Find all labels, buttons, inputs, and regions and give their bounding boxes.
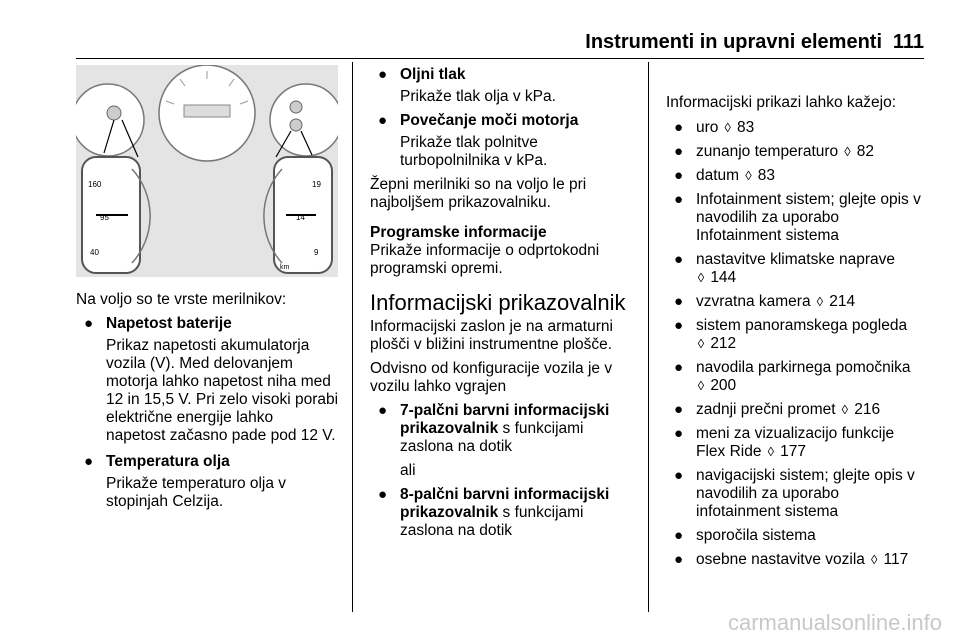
text-line: [696, 209, 938, 227]
page-reference: 83: [737, 119, 755, 136]
page-number: 111: [892, 31, 924, 53]
col3-intro: Informacijski prikazi lahko kažejo:: [666, 94, 897, 111]
page-reference: 177: [780, 443, 806, 460]
text-line: [696, 425, 938, 443]
text-fragment: osebne nastavitve vozila: [696, 551, 865, 568]
list-item: [76, 315, 348, 445]
option-title-line: prikazovalnik: [400, 504, 499, 521]
gauge-label: 19: [312, 180, 321, 189]
xref-icon: ◊: [870, 552, 878, 567]
gauge-label: km: [280, 264, 290, 271]
option-title-line: 8-palčni barvni informacijski: [400, 486, 610, 503]
list-item: [666, 425, 938, 461]
text-line: Prikaže informacije o odprtokodni: [370, 242, 600, 259]
item-title: Temperatura olja: [106, 453, 230, 470]
option-title-line: prikazovalnik: [400, 420, 499, 437]
text-line: Odvisno od konfiguracije vozila je v: [370, 360, 613, 377]
text-line: električne energije lahko: [106, 409, 274, 426]
col2-list: [370, 66, 642, 170]
bullet-dot: ●: [674, 425, 684, 442]
list-item: [666, 251, 938, 287]
gauge-label: 95: [100, 213, 109, 222]
list-item: [666, 293, 938, 311]
text-line: [696, 401, 938, 419]
bullet-dot: ●: [674, 401, 684, 418]
text-line: programski opremi.: [370, 260, 503, 277]
bullet-dot: ●: [674, 359, 684, 376]
page-reference: 214: [829, 293, 856, 310]
option-rest: zaslona na dotik: [400, 522, 513, 539]
text-fragment: Flex Ride: [696, 443, 762, 460]
list-item: [666, 119, 938, 137]
bullet-dot: ●: [674, 293, 684, 310]
bullet-dot: ●: [674, 143, 684, 160]
text-line: najboljšem prikazovalniku.: [370, 194, 551, 211]
text-line: [696, 269, 938, 287]
text-line: [696, 443, 938, 461]
text-line: [696, 119, 938, 137]
text-line: [696, 467, 938, 485]
xref-icon: ◊: [767, 444, 774, 459]
prog-heading: Programske informacije: [370, 224, 547, 241]
text-line: [696, 377, 938, 395]
xref-icon: ◊: [745, 168, 752, 183]
page-reference: 117: [883, 551, 909, 568]
text-fragment: Infotainment sistem; glejte opis v: [696, 191, 921, 208]
text-fragment: navodilih za uporabo: [696, 209, 840, 226]
list-item: [666, 143, 938, 161]
list-item: [370, 402, 642, 456]
item-title: Povečanje moči motorja: [400, 112, 579, 129]
text-fragment: uro: [696, 119, 719, 136]
page-reference: 216: [854, 401, 881, 418]
text-line: [696, 227, 938, 245]
page-reference: 83: [757, 167, 775, 184]
text-fragment: Infotainment sistema: [696, 227, 840, 244]
text-line: stopinjah Celzija.: [106, 493, 224, 510]
header-rule: [76, 58, 924, 59]
text-fragment: navodila parkirnega pomočnika: [696, 359, 911, 376]
col3-list: [666, 119, 938, 569]
col2-paragraph: [370, 176, 642, 212]
page-reference: 212: [710, 335, 737, 352]
col1-list: [76, 315, 348, 511]
text-line: Prikaže tlak polnitve: [400, 134, 538, 151]
page-header: [0, 0, 960, 60]
gauge-label: 14: [296, 213, 305, 222]
text-line: [696, 359, 938, 377]
text-line: napetost začasno pade pod 12 V.: [106, 427, 336, 444]
text-line: vozilu lahko vgrajen: [370, 378, 507, 395]
list-item: [666, 191, 938, 245]
bullet-dot: ●: [378, 112, 388, 129]
text-line: [696, 293, 938, 311]
text-line: Informacijski zaslon je na armaturni: [370, 318, 613, 335]
text-line: [696, 503, 938, 521]
option-title-row: [400, 420, 642, 438]
option-suffix: s funkcijami: [498, 420, 584, 437]
xref-icon: ◊: [844, 144, 851, 159]
page-reference: 144: [710, 269, 737, 286]
text-fragment: sistem panoramskega pogleda: [696, 317, 908, 334]
watermark: carmanualsonline.info: [727, 610, 942, 635]
text-line: [696, 251, 938, 269]
bullet-dot: ●: [378, 402, 388, 419]
list-item: [370, 486, 642, 540]
col2-paragraph: [370, 318, 642, 354]
col1-intro: Na voljo so te vrste merilnikov:: [76, 291, 287, 308]
gauge-label: 9: [314, 248, 319, 257]
text-fragment: navigacijski sistem; glejte opis v: [696, 467, 915, 484]
text-fragment: vzvratna kamera: [696, 293, 811, 310]
text-line: Prikaže temperaturo olja v: [106, 475, 287, 492]
or-word: ali: [400, 462, 416, 479]
header-title: Instrumenti in upravni elementi: [585, 31, 882, 53]
text-line: [696, 485, 938, 503]
text-line: [696, 143, 938, 161]
list-item: [370, 66, 642, 106]
column-divider-1: [352, 62, 353, 612]
option-title-line: 7-palčni barvni informacijski: [400, 402, 610, 419]
xref-icon: ◊: [697, 378, 705, 393]
display-options: [370, 402, 642, 540]
text-line: [696, 191, 938, 209]
list-item: [666, 527, 938, 545]
item-title: Oljni tlak: [400, 66, 466, 83]
text-line: [696, 527, 938, 545]
bullet-dot: ●: [674, 191, 684, 208]
column-divider-2: [648, 62, 649, 612]
text-line: Prikaže tlak olja v kPa.: [400, 88, 556, 105]
text-line: vozila (V). Med delovanjem: [106, 355, 293, 372]
section-title: Informacijski prikazovalnik: [370, 290, 626, 315]
text-fragment: zadnji prečni promet: [696, 401, 836, 418]
xref-icon: ◊: [816, 294, 824, 309]
text-line: [696, 551, 938, 569]
gauge-label: 40: [90, 248, 99, 257]
list-item: [666, 551, 938, 569]
page-reference: 200: [710, 377, 737, 394]
bullet-dot: ●: [84, 315, 94, 332]
text-fragment: infotainment sistema: [696, 503, 839, 520]
option-title-row: [400, 504, 642, 522]
list-item: [666, 167, 938, 185]
text-line: [696, 317, 938, 335]
text-fragment: meni za vizualizacijo funkcije: [696, 425, 895, 442]
list-item: [370, 112, 642, 170]
bullet-dot: ●: [674, 167, 684, 184]
xref-icon: ◊: [724, 120, 731, 135]
bullet-dot: ●: [674, 551, 684, 568]
text-line: plošči v bližini instrumentne plošče.: [370, 336, 613, 353]
bullet-dot: ●: [674, 119, 684, 136]
text-fragment: nastavitve klimatske naprave: [696, 251, 896, 268]
page-reference: 82: [856, 143, 875, 160]
text-line: Žepni merilniki so na voljo le pri: [370, 176, 587, 193]
column-2: [370, 66, 642, 540]
text-fragment: navodilih za uporabo: [696, 485, 840, 502]
text-line: [696, 335, 938, 353]
item-title: Napetost baterije: [106, 315, 232, 332]
text-fragment: sporočila sistema: [696, 527, 816, 544]
bullet-dot: ●: [378, 66, 388, 83]
gauge-label: 160: [88, 180, 102, 189]
text-line: 12 in 15,5 V. Pri zelo visoki porabi: [106, 391, 339, 408]
bullet-dot: ●: [674, 251, 684, 268]
text-line: turbopolnilnika v kPa.: [400, 152, 548, 169]
option-rest: zaslona na dotik: [400, 438, 513, 455]
instrument-cluster-figure: [76, 65, 338, 277]
xref-icon: ◊: [697, 270, 705, 285]
prog-text: [370, 242, 642, 278]
text-line: motorja lahko napetost niha med: [106, 373, 331, 390]
list-item: [666, 359, 938, 395]
bullet-dot: ●: [84, 453, 94, 470]
column-3: [666, 94, 938, 575]
bullet-dot: ●: [378, 486, 388, 503]
col2-paragraph: [370, 360, 642, 396]
text-line: [696, 167, 938, 185]
text-fragment: zunanjo temperaturo: [696, 143, 839, 160]
bullet-dot: ●: [674, 467, 684, 484]
xref-icon: ◊: [841, 402, 849, 417]
bullet-dot: ●: [674, 527, 684, 544]
text-fragment: datum: [696, 167, 740, 184]
list-item: [76, 453, 348, 511]
bullet-dot: ●: [674, 317, 684, 334]
option-suffix: s funkcijami: [498, 504, 584, 521]
list-item: [666, 401, 938, 419]
list-item: [666, 317, 938, 353]
text-line: Prikaz napetosti akumulatorja: [106, 337, 310, 354]
xref-icon: ◊: [697, 336, 705, 351]
list-item: [666, 467, 938, 521]
column-1: [76, 291, 348, 519]
